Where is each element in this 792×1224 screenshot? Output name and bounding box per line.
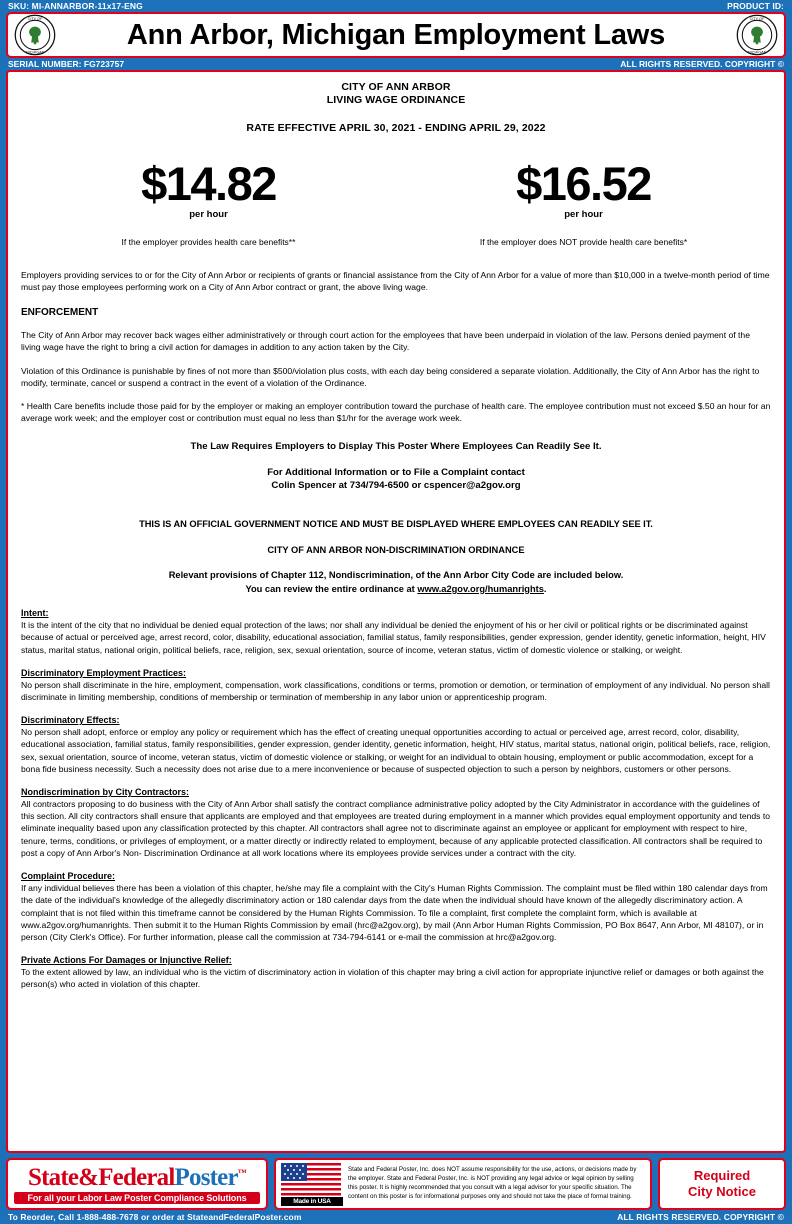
required-line-2: City Notice [688, 1184, 756, 1199]
section-body: It is the intent of the city that no individual be denied equal protection of the laws; nor shall any individual be denied the enjoyment of his or her civil or political rights or be discriminated against because of actual or perceived age, arrest record, color, disability, educational association, familial status, family responsibilities, gender expression, gender identity, genetic information, height, HIV status, marital status, national origin, political beliefs, race, religion, sex, sexual orientation, source of income, veteran status, victim of domestic violence or stalking, or weight. [21, 620, 766, 655]
required-city-notice-badge [658, 1158, 786, 1210]
ordinance-section [21, 787, 771, 859]
bottom-meta-bar [0, 1210, 792, 1224]
top-meta-bar [0, 0, 792, 12]
display-requirement-line: The Law Requires Employers to Display This Poster Where Employees Can Readily See It. [190, 440, 602, 452]
section-heading: Complaint Procedure: [21, 871, 116, 882]
section-body: To the extent allowed by law, an individual who is the victim of discriminatory action in violation of this chapter may bring a civil action for appropriate injunctive relief or damages or both against the person(s) who acted in violation of this chapter. [21, 967, 764, 990]
rate-effective-line: RATE EFFECTIVE APRIL 30, 2021 - ENDING APRIL 29, 2022 [246, 121, 546, 134]
ordinance-section [21, 668, 771, 703]
serial-number-label: SERIAL NUMBER: FG723757 [8, 59, 125, 69]
wage-amount: $16.52 [516, 156, 651, 210]
review-ordinance-prefix: You can review the entire ordinance at [245, 583, 418, 594]
wage-rate-with-benefits [21, 156, 396, 247]
contact-block [21, 466, 771, 494]
wage-rate-without-benefits [396, 156, 771, 247]
disclaimer-box [274, 1158, 652, 1210]
svg-text:MICHIGAN: MICHIGAN [25, 50, 45, 55]
contact-heading: For Additional Information or to File a Complaint contact [267, 466, 525, 478]
sku-label: SKU: MI-ANNARBOR-11x17-ENG [8, 1, 143, 11]
poster-header [6, 12, 786, 58]
required-city-notice-text [688, 1168, 756, 1200]
rights-reserved-top: ALL RIGHTS RESERVED. COPYRIGHT © [620, 59, 784, 69]
health-care-benefits-note: * Health Care benefits include those paid for by the employer or making an employer contribution toward the purchase of health care. The employee contribution must not exceed $.50 an hour for an average work week; and the employer cost or contribution must equal no less than $1/hr for the average work week. [21, 401, 771, 424]
humanrights-link[interactable]: www.a2gov.org/humanrights [417, 583, 544, 594]
section-heading: Nondiscrimination by City Contractors: [21, 787, 190, 798]
ordinance-section [21, 955, 771, 990]
living-wage-ordinance-line: LIVING WAGE ORDINANCE [326, 94, 466, 107]
enforcement-paragraph-2: Violation of this Ordinance is punishable by fines of not more than $500/violation plus costs, with each day being considered a separate violation. Additionally, the City of Ann Arbor has the right to modify, terminate, cancel or suspend a contract in the event of a violation of the Ordinance. [21, 365, 760, 388]
section-body: No person shall adopt, enforce or employ any policy or requirement which has the effect of creating unequal opportunities according to actual or perceived age, arrest record, color, disability, educational association, familial status, family responsibilities, gender expression, gender identity, genetic information, height, HIV status, marital status, national origin, political beliefs, race, religion, sex, sexual orientation, source of income, veteran status, victim of domestic violence or stalking, or weight for an individual to obtain housing, employment or public accommodation, except for a bona fide business necessity. Such a necessity does not arise due to a mere inconvenience or because of suspected objection to such a person by neighbors, customers or other persons. [21, 727, 771, 774]
logo-poster-text: Poster [174, 1163, 238, 1191]
ordinance-section [21, 715, 771, 775]
living-wage-intro-paragraph: Employers providing services to or for the City of Ann Arbor or recipients of grants or financial assistance from the City of Ann Arbor for a value of more than $10,000 in a twelve-month period of time must pay those employees performing work on a City of Ann Arbor contract or grant, the above living wage. [21, 269, 770, 293]
logo-state-federal-text: State&Federal [28, 1163, 175, 1191]
state-and-federal-poster-logo [6, 1158, 268, 1210]
made-in-usa-label: Made in USA [281, 1197, 343, 1206]
nondiscrimination-ordinance-title: CITY OF ANN ARBOR NON-DISCRIMINATION ORDINANCE [267, 545, 525, 556]
relevant-provisions-line-2 [21, 583, 771, 596]
living-wage-city-line: CITY OF ANN ARBOR [341, 81, 451, 93]
wage-per-hour-label: per hour [189, 208, 228, 220]
logo-wordmark [28, 1165, 246, 1190]
serial-bar [0, 58, 792, 70]
product-id-label: PRODUCT ID: [727, 1, 784, 11]
page-title: Ann Arbor, Michigan Employment Laws [126, 18, 666, 51]
section-heading: Private Actions For Damages or Injunctive Relief: [21, 955, 232, 966]
section-heading: Discriminatory Effects: [21, 715, 120, 726]
wage-per-hour-label: per hour [564, 208, 603, 220]
wage-amount: $14.82 [141, 156, 276, 210]
ordinance-section [21, 871, 771, 943]
svg-text:MICHIGAN: MICHIGAN [747, 50, 767, 55]
section-heading: Discriminatory Employment Practices: [21, 667, 187, 678]
relevant-provisions-block [21, 569, 771, 596]
made-in-usa-block [281, 1163, 343, 1206]
rights-reserved-bottom: ALL RIGHTS RESERVED. COPYRIGHT © [617, 1212, 784, 1222]
required-line-1: Required [693, 1168, 751, 1184]
official-government-notice: THIS IS AN OFFICIAL GOVERNMENT NOTICE AND MUST BE DISPLAYED WHERE EMPLOYEES CAN READILY SEE IT. [139, 519, 653, 530]
relevant-provisions-line-1: Relevant provisions of Chapter 112, Nondiscrimination, of the Ann Arbor City Code are included below. [168, 570, 624, 581]
city-of-ann-arbor-seal-icon-right [736, 14, 778, 56]
poster-footer [6, 1158, 786, 1210]
section-body: All contractors proposing to do business with the City of Ann Arbor shall satisfy the contract compliance administrative policy adopted by the City Administrator in accordance with the guidelines of this section. All city contractors shall ensure that applicants are employed and that employees are treated during employment in a manner which provides equal employment opportunity and tends to eliminate inequality based upon any classification protected by this chapter. All contractors shall agree not to discriminate against an employee or applicant for employment with respect to hire, tenure, terms, conditions, or privileges of employment, or a matter directly or indirectly related to employment, because of any applicable protected classification. All contractors shall be required to post a copy of Ann Arbor's Non- Discrimination Ordinance at all work locations where its employees provide services under a contract with the city. [21, 799, 771, 858]
logo-tagline: For all your Labor Law Poster Compliance Solutions [14, 1192, 260, 1204]
review-ordinance-suffix: . [543, 583, 547, 594]
wage-rates-row [21, 156, 771, 247]
ordinance-section [21, 608, 771, 656]
reorder-info[interactable]: To Reorder, Call 1-888-488-7678 or order at StateandFederalPoster.com [8, 1212, 302, 1222]
enforcement-paragraph-1: The City of Ann Arbor may recover back wages either administratively or through court action for the employees that have been underpaid in violation of the law. Persons denied payment of the living wage have the right to bring a civil action for damages in addition to any action taken by the City. [21, 330, 750, 353]
enforcement-heading: ENFORCEMENT [21, 307, 99, 319]
svg-text:CITY OF: CITY OF [27, 16, 43, 21]
svg-text:CITY OF: CITY OF [749, 16, 765, 21]
city-of-ann-arbor-seal-icon [14, 14, 56, 56]
trademark-icon: ™ [237, 1167, 246, 1178]
wage-condition: If the employer provides health care benefits** [121, 236, 296, 247]
wage-condition: If the employer does NOT provide health care benefits* [479, 236, 688, 247]
section-heading: Intent: [21, 608, 49, 619]
legal-disclaimer-text: State and Federal Poster, Inc. does NOT assume responsibility for the use, actions, or decisions made by the employer. State and Federal Poster, Inc. is NOT providing any legal advice or legal opinion by selling this poster. It is highly recommended that you consult with a legal advisor for your specific situation. The content on this poster is for informational purposes only and should not take the place of formal training. [348, 1166, 637, 1200]
contact-detail: Colin Spencer at 734/794-6500 or cspencer@a2gov.org [271, 480, 521, 492]
poster-body [6, 70, 786, 1153]
section-body: No person shall discriminate in the hire, employment, compensation, work classifications, conditions or terms, promotion or demotion, or termination of employment of any individual. No person shall discriminate in limiting membership, conditions of membership or termination of membership in any labor union or apprenticeship program. [21, 679, 770, 703]
usa-flag-icon [281, 1163, 341, 1196]
section-body: If any individual believes there has been a violation of this chapter, he/she may file a complaint with the City's Human Rights Commission. The complaint must be filed within 180 calendar days from the date of the individual's knowledge of the allegedly discriminatory action or 180 calendar days from the date when the individual should have known of the allegedly discriminatory action. A complaint that is not filed within this timeframe cannot be considered by the Human Rights Commission. To file a complaint, first complete the complaint form, which is available at www.a2gov.org/humanrights. Then submit it to the Human Rights Commission by email (hrc@a2gov.org), by mail (Ann Arbor Human Rights Commission, PO Box 8647, Ann Arbor, MI 48107), or in person (City Clerk's Office). For further information, please call the commission at 734-794-6141 or e-mail the commission at hrc@a2gov.org. [21, 883, 768, 942]
